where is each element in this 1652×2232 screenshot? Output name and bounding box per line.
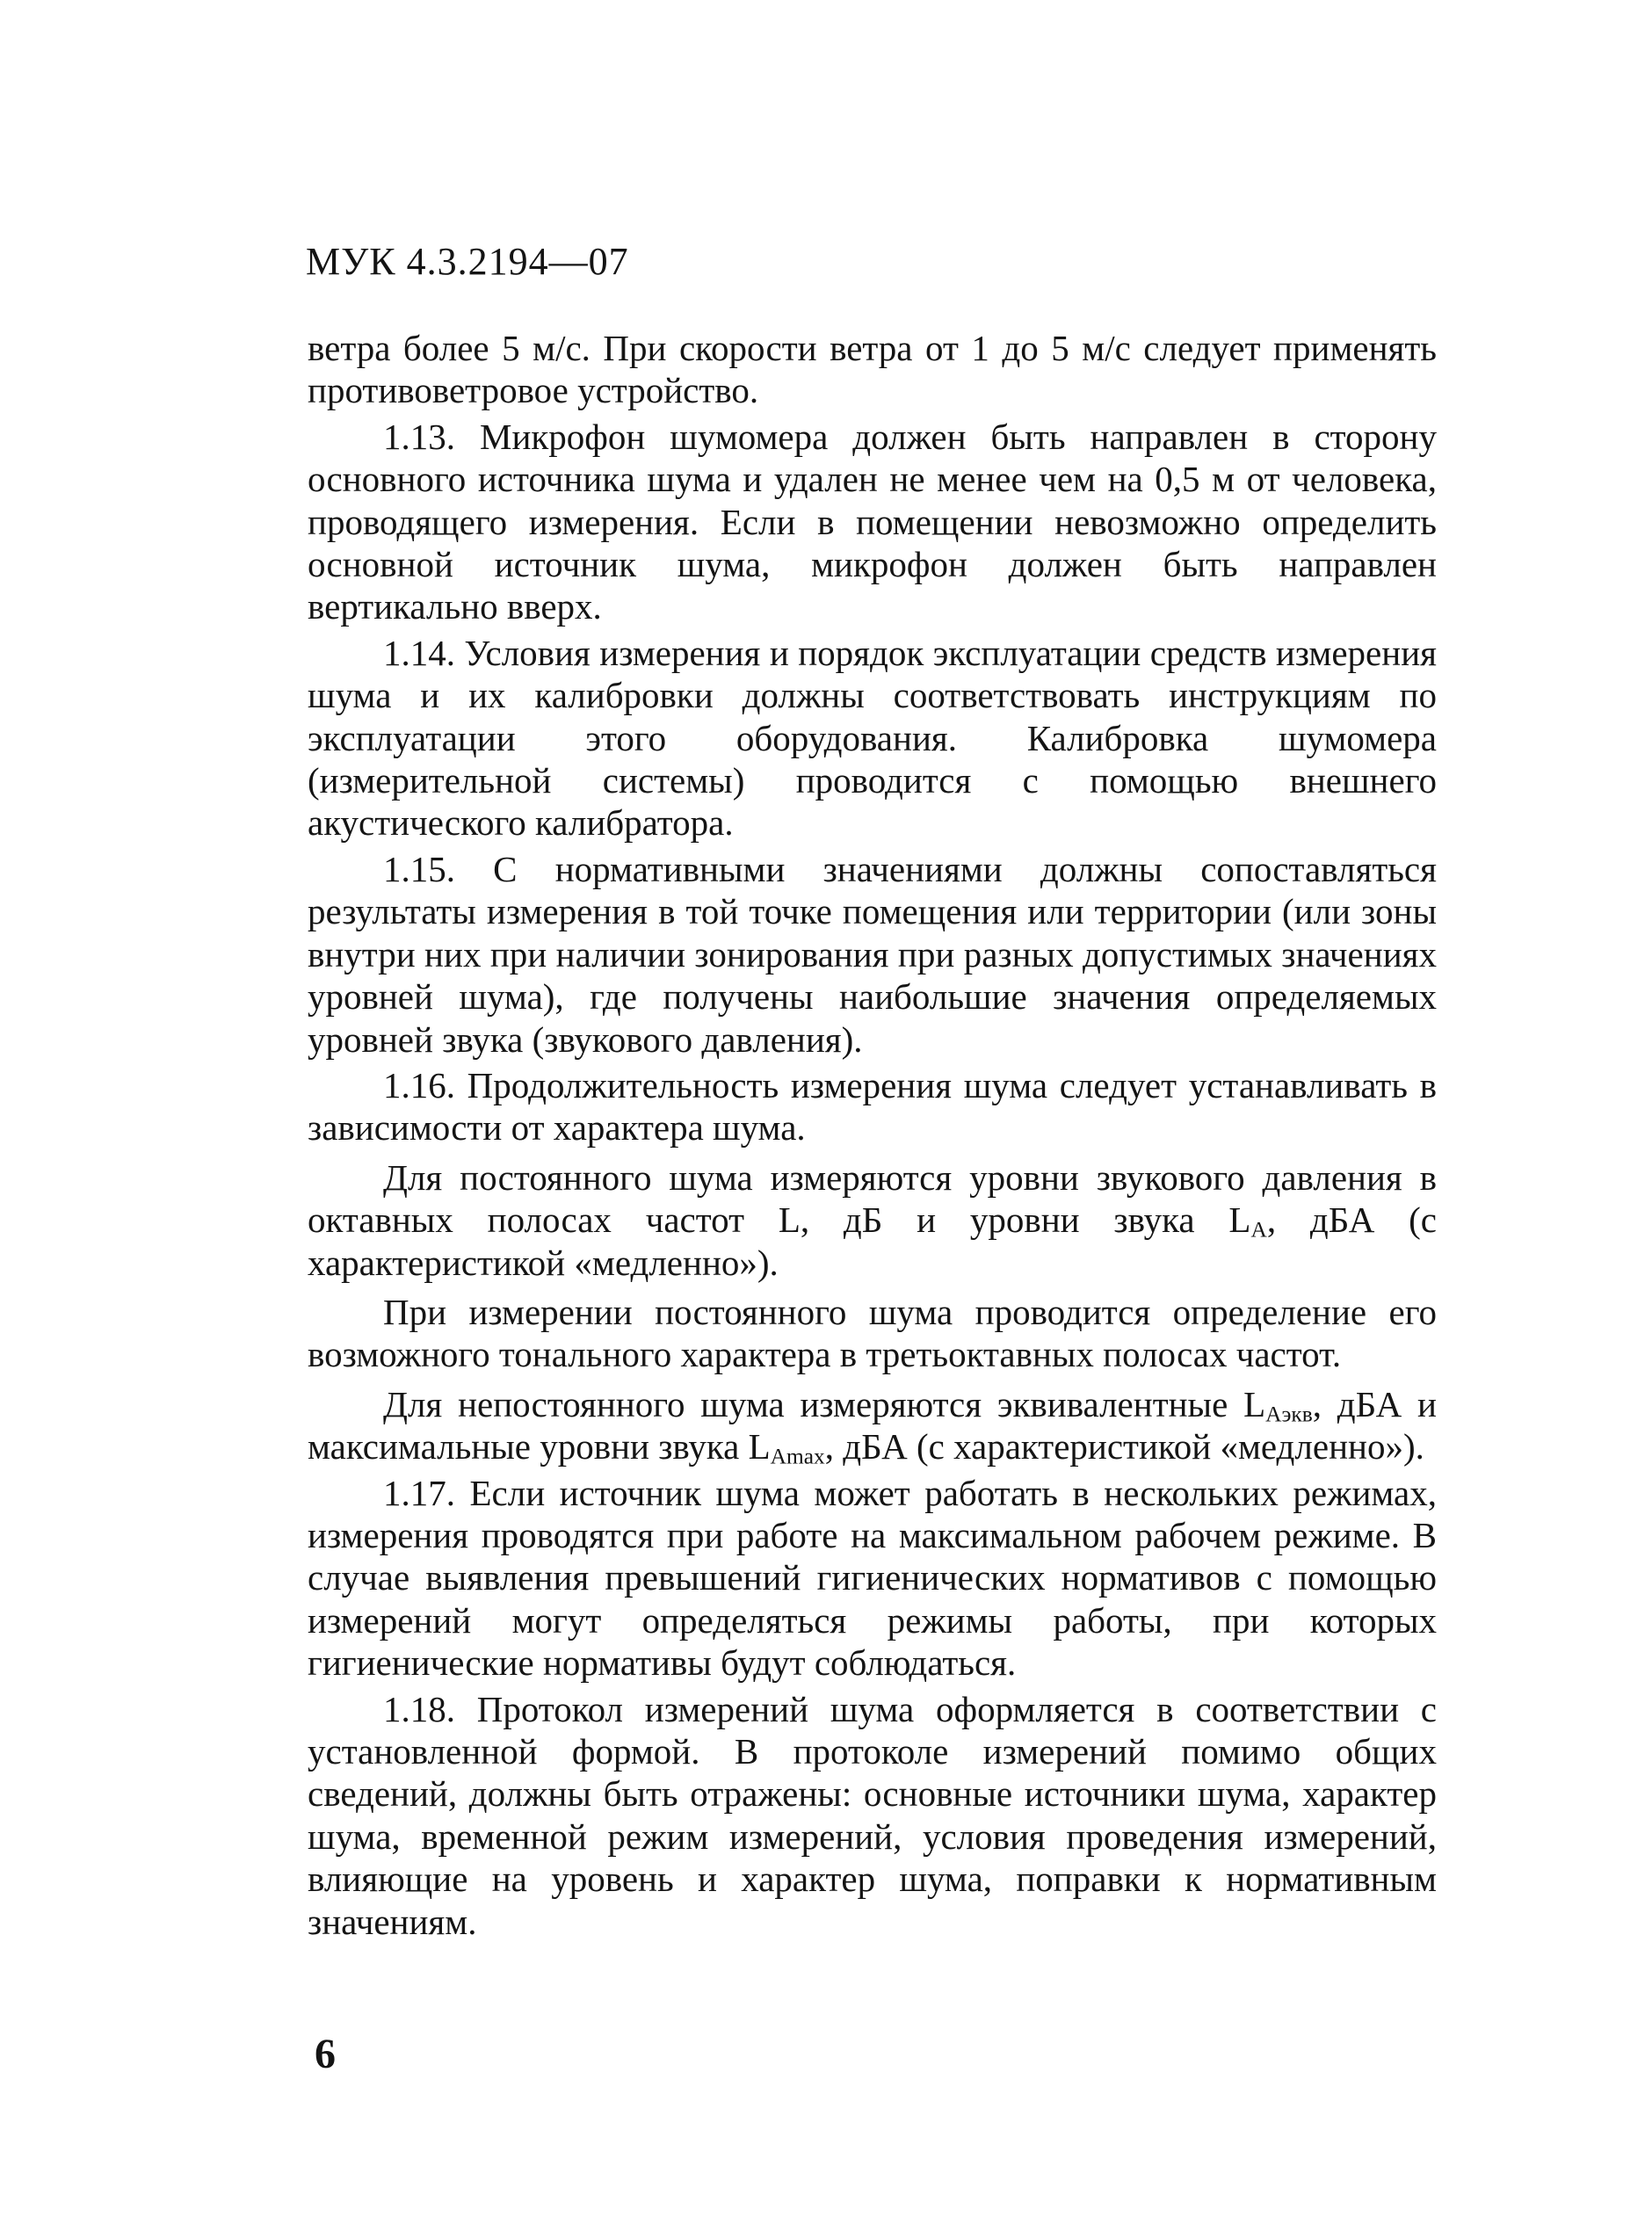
paragraph-constant-noise	[308, 1156, 1437, 1284]
constant-noise-text-before: Для постоянного шума измеряются уровни звукового давления в октавных полосах частот L, дБ и уровни звука L	[308, 1156, 1437, 1241]
paragraph-1-13: 1.13. Микрофон шумомера должен быть направлен в сторону основного источника шума и удален не менее чем на 0,5 м от человека, проводящего измерения. Если в помещении невозможно определить основной источник шума, микрофон должен быть направлен вертикально вверх.	[308, 416, 1437, 627]
nonconstant-noise-text-2: , дБА и максимальные уровни звука L	[308, 1383, 1437, 1467]
page-number: 6	[315, 2031, 336, 2077]
paragraph-1-17: 1.17. Если источник шума может работать в нескольких режимах, измерения проводятся при работе на максимальном рабочем режиме. В случае выявления превышений гигиенических нормативов с помощью измерений могут определяться режимы работы, при которых гигиенические нормативы будут соблюдаться.	[308, 1472, 1437, 1684]
document-code-header: МУК 4.3.2194—07	[306, 240, 629, 283]
paragraph-1-16: 1.16. Продолжительность измерения шума следует устанавливать в зависимости от характера шума.	[308, 1064, 1437, 1149]
constant-noise-subscript: A	[1250, 1217, 1267, 1243]
nonconstant-noise-subscript-2: Аmax	[770, 1444, 825, 1469]
nonconstant-noise-text-1: Для непостоянного шума измеряются эквивалентные L	[383, 1383, 1266, 1424]
paragraph-continuation: ветра более 5 м/с. При скорости ветра от 1 до 5 м/с следует применять противоветровое устройство.	[308, 328, 1437, 411]
nonconstant-noise-text-3: , дБА (с характеристикой «медленно»).	[824, 1426, 1424, 1467]
paragraph-1-15: 1.15. С нормативными значениями должны сопоставляться результаты измерения в той точке помещения или территории (или зоны внутри них при наличии зонирования при разных допустимых значениях уровней шума), где получены наибольшие значения определяемых уровней звука (звукового давления).	[308, 848, 1437, 1060]
paragraph-tonal-character: При измерении постоянного шума проводится определение его возможного тонального характера в третьоктавных полосах частот.	[308, 1291, 1437, 1375]
paragraph-1-18: 1.18. Протокол измерений шума оформляется в соответствии с установленной формой. В протоколе измерений помимо общих сведений, должны быть отражены: основные источники шума, характер шума, временной режим измерений, условия проведения измерений, влияющие на уровень и характер шума, поправки к нормативным значениям.	[308, 1688, 1437, 1942]
body-text	[308, 327, 1437, 1946]
constant-noise-text-after: , дБА (с характеристикой «медленно»).	[308, 1199, 1438, 1283]
nonconstant-noise-subscript-1: Аэкв	[1265, 1402, 1313, 1427]
paragraph-nonconstant-noise	[308, 1383, 1437, 1468]
paragraph-1-14: 1.14. Условия измерения и порядок эксплуатации средств измерения шума и их калибровки должны соответствовать инструкциям по эксплуатации этого оборудования. Калибровка шумомера (измерительной системы) проводится с помощью внешнего акустического калибратора.	[308, 632, 1437, 844]
